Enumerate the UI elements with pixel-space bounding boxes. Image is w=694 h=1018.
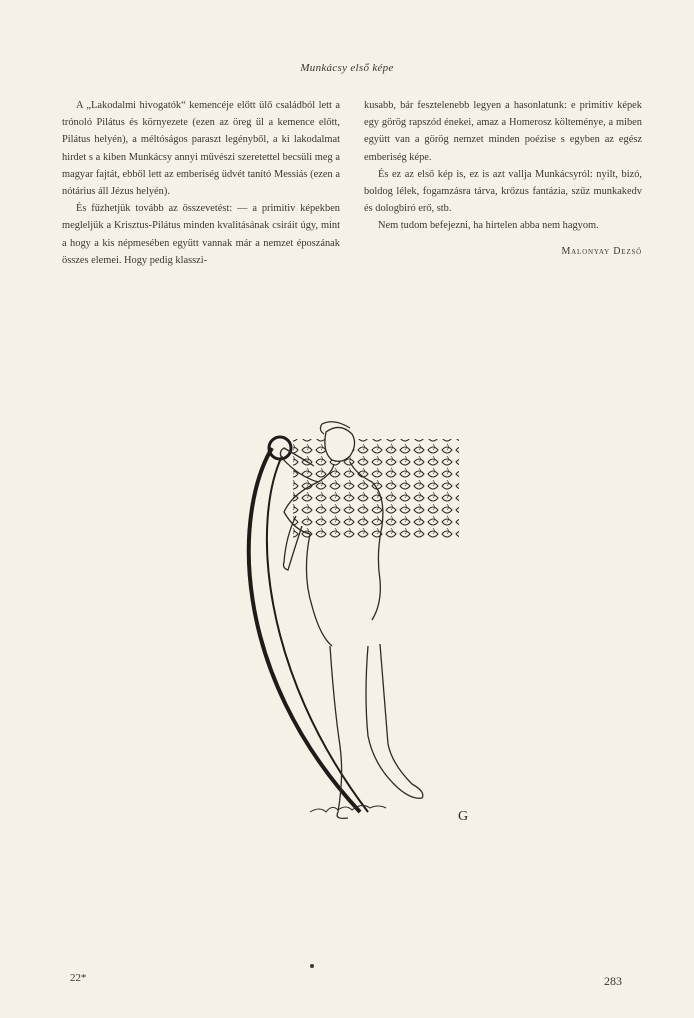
paragraph: A „Lakodalmi hivogatók“ kemencéje előtt ülő családból lett a trónoló Pilátus és környezete (ezen az öreg ül a kemence előtt, Pilátus helyén), a méltóságos paraszt legényből, a ki lakodalmat hirdet s a kiben Munkácsy annyi művészi szeretettel becsüli meg a magyar fajtát, ebből lett az emberiség üdvét tanító Messiás (ezen a nótárius áll Jézus helyén). bbox=[62, 100, 340, 198]
paragraph: kusabb, bár fesztelenebb legyen a hasonlatunk: e primitiv képek egy görög rapszód énekei, amaz a Homerosz költeménye, a miben együtt van a görög nemzet minden poézise s egyben az egész emberiség képe. bbox=[364, 100, 642, 163]
scythe-grip-ring bbox=[269, 437, 291, 459]
right-column bbox=[364, 97, 642, 260]
page-number: 283 bbox=[604, 974, 622, 988]
running-head: Munkácsy első képe bbox=[300, 62, 394, 74]
left-column bbox=[62, 97, 340, 269]
paragraph: Nem tudom befejezni, ha hirtelen abba nem hagyom. bbox=[378, 220, 599, 232]
print-mark bbox=[310, 964, 314, 968]
figure-head bbox=[325, 427, 355, 461]
author-signature: Malonyay Dezső bbox=[561, 245, 642, 257]
nude-youth-with-scythe-illustration bbox=[230, 420, 470, 840]
signature-mark: 22* bbox=[70, 972, 87, 984]
artist-monogram: G bbox=[457, 809, 469, 824]
paragraph: És fűzhetjük tovább az összevetést: — a primitiv képekben megleljük a Krisztus-Pilátus minden kvalitásának csiráit úgy, mint a hogy a kis népmesében együtt vannak már a nemzet époszának összes elemei. Hogy pedig klasszi- bbox=[62, 203, 340, 266]
grass bbox=[310, 805, 386, 812]
leaf-bush bbox=[292, 438, 460, 540]
paragraph: És ez az első kép is, ez is azt vallja Munkácsyról: nyilt, bizó, boldog lélek, fogamzásra tárva, krőzus fantázia, szűz munkakedv és dologbiró erő, stb. bbox=[364, 168, 642, 215]
